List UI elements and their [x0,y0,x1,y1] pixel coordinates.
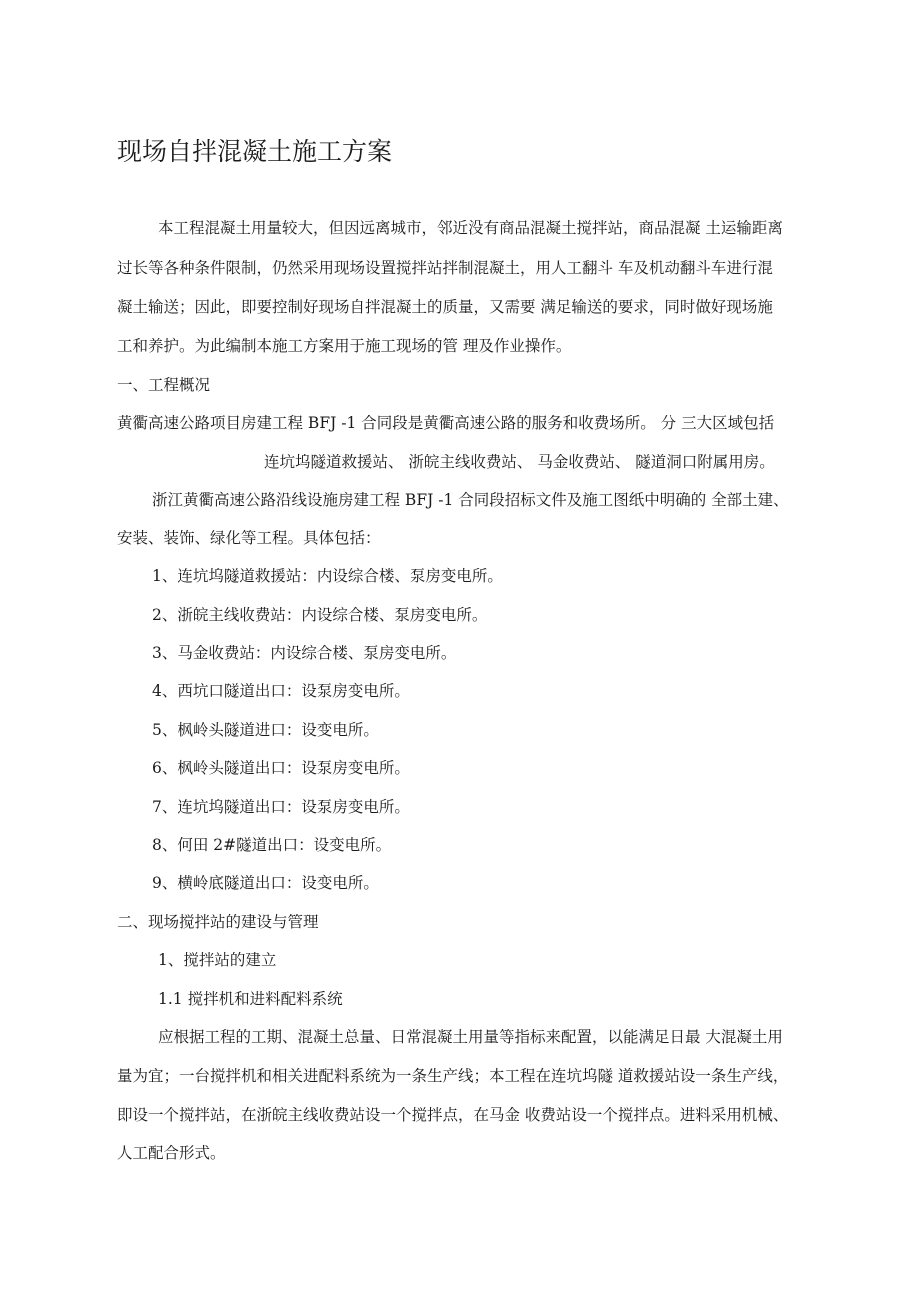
section2-heading: 二、现场搅拌站的建设与管理 [117,913,319,931]
intro-line-1: 本工程混凝土用量较大，但因远离城市，邻近没有商品混凝土搅拌站，商品混凝 土运输距离 [158,219,783,237]
section2-subheading-1-1: 1.1 搅拌机和进料配料系统 [158,990,343,1008]
list-item: 6、枫岭头隧道出口：设泵房变电所。 [152,759,410,777]
list-item: 8、何田 2#隧道出口：设变电所。 [152,836,392,854]
section1-para1-line-1: 黄衢高速公路项目房建工程 BFJ -1 合同段是黄衢高速公路的服务和收费场所。 分 三大区域包括 [117,414,775,432]
intro-line-4: 工和养护。为此编制本施工方案用于施工现场的管 理及作业操作。 [117,337,572,355]
section1-para1-line-2: 连坑坞隧道救援站、 浙皖主线收费站、 马金收费站、 隧道洞口附属用房。 [264,453,775,471]
document-title: 现场自拌混凝土施工方案 [117,137,393,166]
list-item: 3、马金收费站：内设综合楼、泵房变电所。 [152,644,457,662]
section2-subheading-1: 1、搅拌站的建立 [158,951,277,969]
section2-para-line-2: 量为宜；一台搅拌机和相关进配料系统为一条生产线；本工程在连坑坞隧 道救援站设一条生产线， [117,1067,789,1085]
intro-line-3: 凝土输送；因此，即要控制好现场自拌混凝土的质量，又需要 满足输送的要求，同时做好现场施 [117,298,773,316]
list-item: 1、连坑坞隧道救援站：内设综合楼、泵房变电所。 [152,567,503,585]
section1-para2-line-1: 浙江黄衢高速公路沿线设施房建工程 BFJ -1 合同段招标文件及施工图纸中明确的 全部土建、 [152,491,789,509]
section2-para-line-3: 即设一个搅拌站，在浙皖主线收费站设一个搅拌点，在马金 收费站设一个搅拌点。进料采用机械、 [117,1106,789,1124]
list-item: 9、横岭底隧道出口：设变电所。 [152,874,379,892]
section2-para-line-1: 应根据工程的工期、混凝土总量、日常混凝土用量等指标来配置，以能满足日最 大混凝土用 [158,1028,783,1046]
intro-line-2: 过长等各种条件限制，仍然采用现场设置搅拌站拌制混凝土，用人工翻斗 车及机动翻斗车进行混 [117,259,773,277]
section1-para2-line-2: 安装、装饰、绿化等工程。具体包括： [117,529,381,547]
section2-para-line-4: 人工配合形式。 [117,1144,226,1162]
list-item: 4、西坑口隧道出口：设泵房变电所。 [152,682,410,700]
list-item: 5、枫岭头隧道进口：设变电所。 [152,721,379,739]
section1-heading: 一、工程概况 [117,376,211,394]
list-item: 7、连坑坞隧道出口：设泵房变电所。 [152,798,410,816]
list-item: 2、浙皖主线收费站：内设综合楼、泵房变电所。 [152,606,488,624]
